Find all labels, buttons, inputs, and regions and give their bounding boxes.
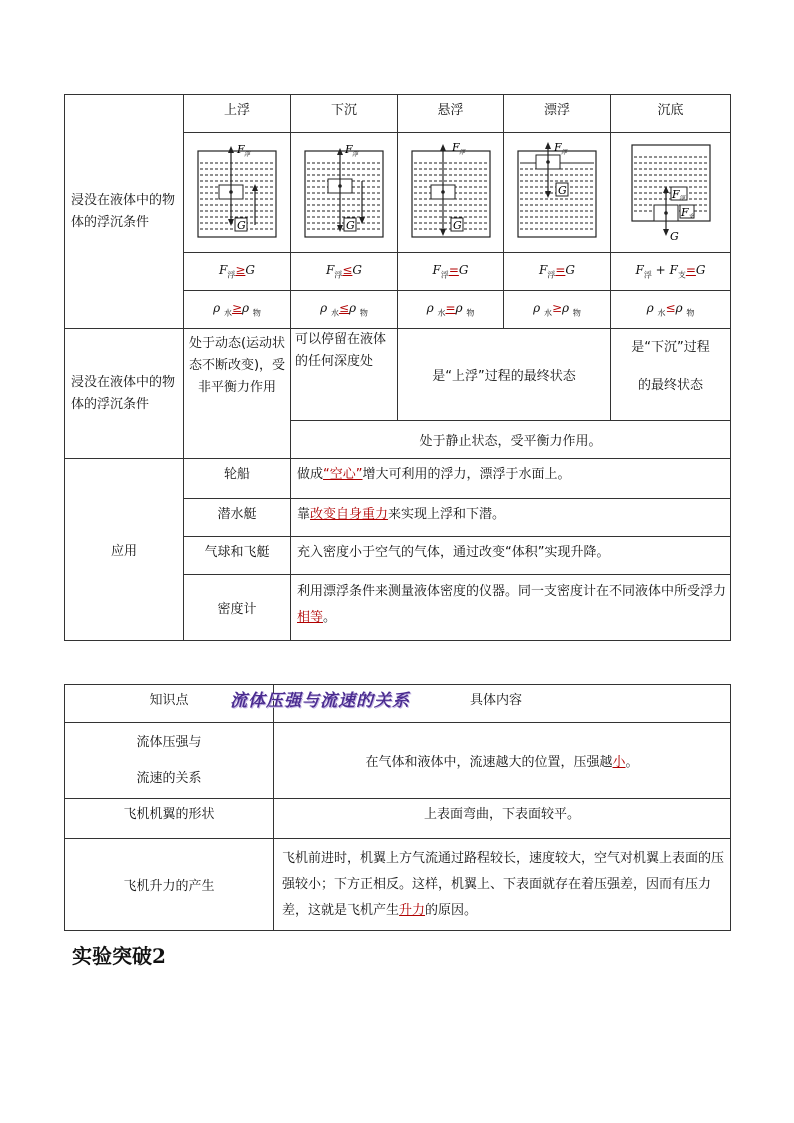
density-bottom: ρ $_水$≤ρ $_物$: [611, 291, 731, 329]
svg-text:支: 支: [687, 212, 694, 220]
app-desc-balloon: 充入密度小于空气的气体，通过改变“体积”实现升降。: [291, 537, 731, 575]
content-wing-shape: 上表面弯曲，下表面较平。: [274, 799, 731, 839]
svg-text:浮: 浮: [678, 194, 685, 202]
header-knowledge: 知识点: [65, 685, 274, 723]
svg-text:F: F: [345, 142, 353, 156]
svg-text:G: G: [452, 218, 462, 232]
diagram-float: [504, 133, 611, 253]
state-dynamic: 处于动态(运动状态不断改变)，受非平衡力作用: [184, 329, 291, 459]
app-name-balloon: 气球和飞艇: [184, 537, 291, 575]
row-wing-shape: 飞机机翼的形状: [65, 799, 274, 839]
diagram-sink: [291, 133, 398, 253]
force-bottom: $F_浮 + F_支=G$: [611, 253, 731, 291]
header-sink: 下沉: [291, 95, 398, 133]
svg-text:F: F: [680, 205, 689, 219]
app-name-hydrometer: 密度计: [184, 575, 291, 641]
row-label-conditions: 浸没在液体中的物体的浮沉条件: [65, 95, 184, 329]
svg-text:G: G: [558, 183, 567, 197]
diagram-bottom: [611, 133, 731, 253]
density-float: ρ $_水$≥ρ $_物$: [504, 291, 611, 329]
svg-text:浮: 浮: [458, 148, 465, 156]
header-suspend: 悬浮: [398, 95, 504, 133]
app-desc-hydrometer: 利用漂浮条件来测量液体密度的仪器。同一支密度计在不同液体中所受浮力相等。: [291, 575, 731, 641]
header-rise: 上浮: [184, 95, 291, 133]
density-sink: ρ $_水$≤ρ $_物$: [291, 291, 398, 329]
state-static: 处于静止状态，受平衡力作用。: [291, 421, 731, 459]
app-desc-ship: 做成“空心”增大可利用的浮力，漂浮于水面上。: [291, 459, 731, 499]
svg-text:浮: 浮: [352, 150, 359, 158]
state-bottom-final: 是“下沉”过程 的最终状态: [611, 329, 731, 421]
header-bottom: 沉底: [611, 95, 731, 133]
force-float: $F_浮=G$: [504, 253, 611, 291]
svg-text:F: F: [554, 140, 562, 154]
state-suspend: 可以停留在液体的任何深度处: [291, 329, 398, 421]
force-suspend: $F_浮=G$: [398, 253, 504, 291]
svg-text:G: G: [346, 218, 355, 232]
density-rise: ρ $_水$≥ρ $_物$: [184, 291, 291, 329]
force-rise: $F_浮\ge G$: [184, 253, 291, 291]
row-label-conditions-2: 浸没在液体中的物体的浮沉条件: [65, 329, 184, 459]
svg-text:G: G: [237, 218, 246, 232]
state-float-final: 是“上浮”过程的最终状态: [398, 329, 611, 421]
app-name-ship: 轮船: [184, 459, 291, 499]
svg-text:F: F: [671, 187, 680, 201]
header-float: 漂浮: [504, 95, 611, 133]
section-title-experiment: 实验突破2: [72, 944, 166, 968]
svg-text:浮: 浮: [561, 148, 568, 156]
svg-text:F: F: [451, 140, 460, 154]
header-content: 具体内容: [274, 685, 731, 723]
svg-text:G: G: [669, 229, 679, 241]
row-label-applications: 应用: [65, 459, 184, 641]
row-flow-relation: 流体压强与 流速的关系: [65, 723, 274, 799]
section-heading-fluid: 流体压强与流速的关系: [230, 691, 410, 711]
diagram-rise: [184, 133, 291, 253]
buoyancy-table: [64, 94, 731, 641]
force-sink: $F_浮\le G$: [291, 253, 398, 291]
density-suspend: ρ $_水$=ρ $_物$: [398, 291, 504, 329]
row-lift: 飞机升力的产生: [65, 839, 274, 931]
app-desc-submarine: 靠改变自身重力来实现上浮和下潜。: [291, 499, 731, 537]
diagram-suspend: [398, 133, 504, 253]
svg-text:浮: 浮: [244, 150, 251, 158]
svg-text:F: F: [237, 142, 245, 156]
content-lift: 飞机前进时，机翼上方气流通过路程较长，速度较大，空气对机翼上表面的压强较小；下方正相反。这样，机翼上、下表面就存在着压强差，因而有压力差，这就是飞机产生升力的原因。: [274, 839, 731, 931]
app-name-submarine: 潜水艇: [184, 499, 291, 537]
content-flow-relation: 在气体和液体中，流速越大的位置，压强越小。: [274, 723, 731, 799]
fluid-pressure-table: [64, 684, 731, 931]
